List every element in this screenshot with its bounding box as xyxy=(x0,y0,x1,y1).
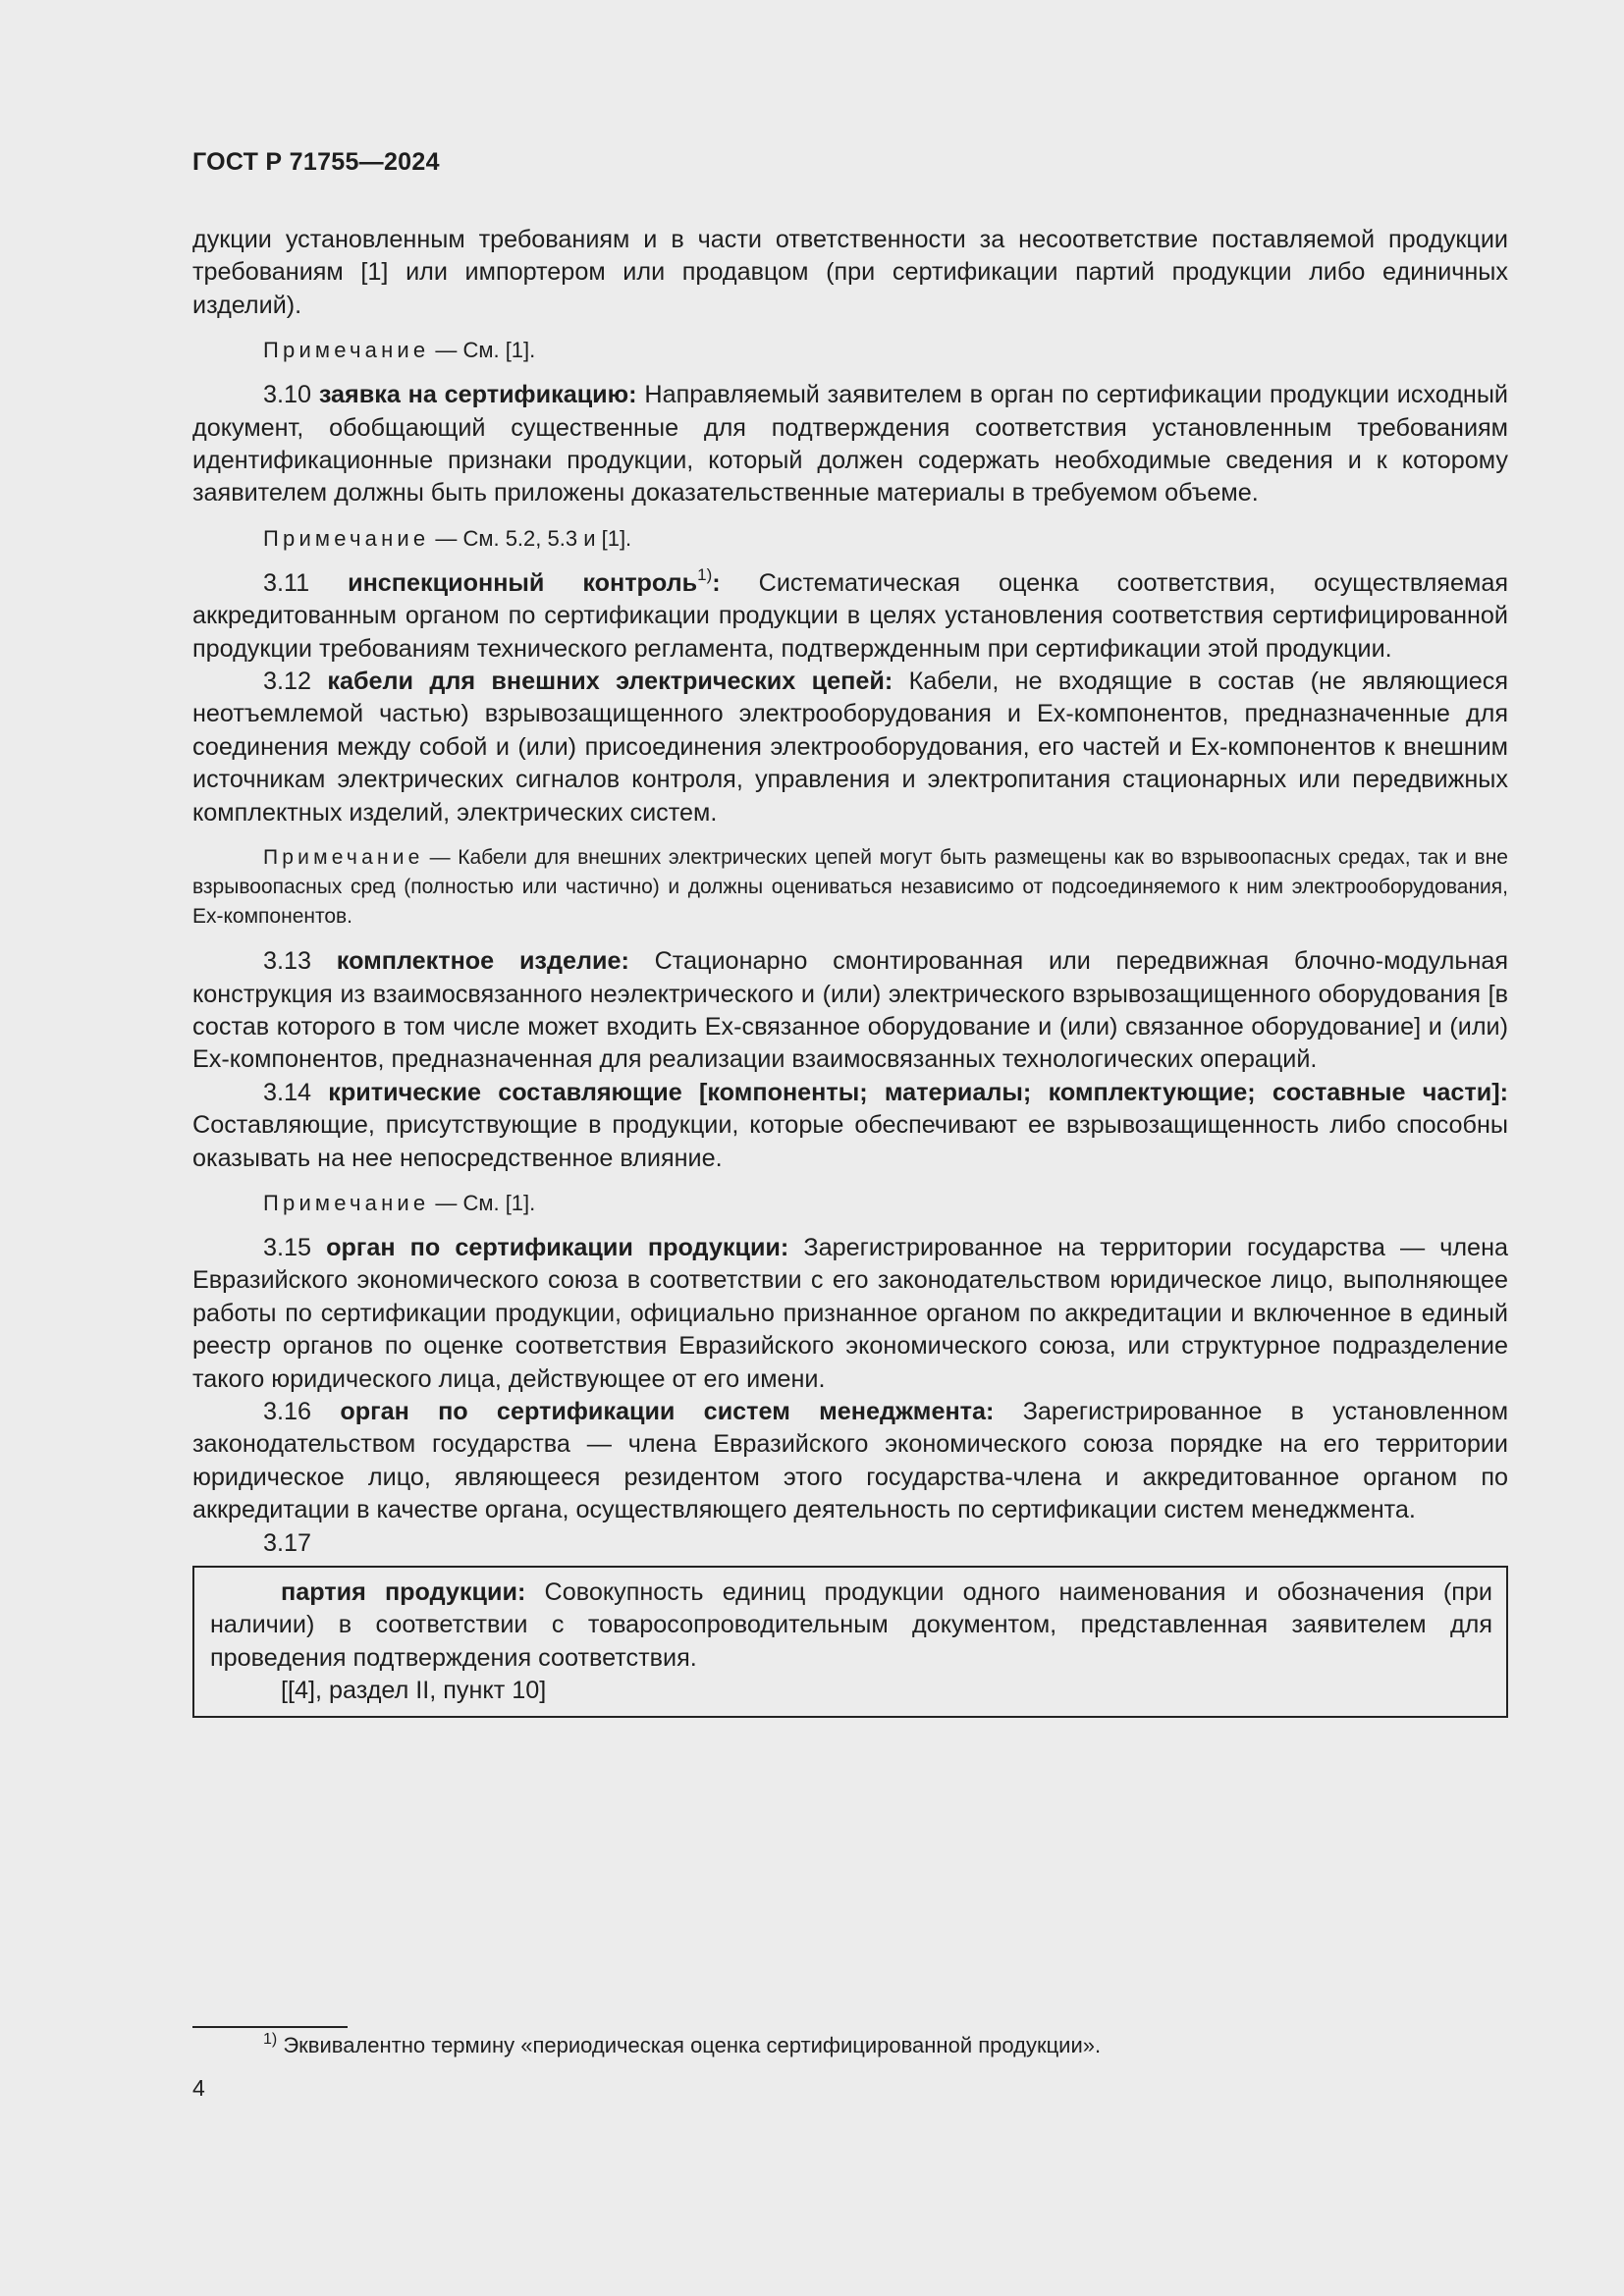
term-definition: Зарегистрированное на территории государства — члена Евразийского экономического союза в соответствии с его законодательством юридическое лицо, выполняющее работы по сертификации продукции, официально признанное органом по аккредитации и включенное в единый реестр органов по оценке соответствия Евразийского экономического союза, или структурное подразделение такого юридического лица, действующее от его имени. xyxy=(192,1233,1508,1393)
term-title: инспекционный контроль xyxy=(348,568,698,597)
note-label: Примечание xyxy=(263,846,424,870)
note-3-10 xyxy=(192,524,1508,554)
term-3-13 xyxy=(192,945,1508,1077)
term-3-11 xyxy=(192,564,1508,666)
note-3-12 xyxy=(192,843,1508,932)
term-definition: Кабели, не входящие в состав (не являющиеся неотъемлемой частью) взрывозащищенного электрооборудования и Ех-компонентов, предназначенные для соединения между собой и (или) присоединения электрооборудования, его частей и Ех-компонентов к внешним источникам электрических сигналов контроля, управления и электропитания стационарных или передвижных комплектных изделий, электрических систем. xyxy=(192,667,1509,827)
term-source: [[4], раздел II, пункт 10] xyxy=(281,1677,547,1705)
note-label: Примечание xyxy=(263,338,430,363)
term-definition: Систематическая оценка соответствия, осуществляемая аккредитованным органом по сертификации продукции в целях установления соответствия сертифицированной продукции требованиям технического регламента, подтвержденным при сертификации этой продукции. xyxy=(192,568,1508,663)
term-number: 3.12 xyxy=(263,667,312,696)
continued-paragraph: дукции установленным требованиям и в части ответственности за несоответствие поставляемой продукции требованиям [1] или импортером или продавцом (при сертификации партий продукции либо единичных изделий). xyxy=(192,226,1508,319)
term-3-16 xyxy=(192,1396,1508,1527)
term-number: 3.11 xyxy=(263,568,310,597)
term-3-10 xyxy=(192,379,1508,510)
term-number: 3.15 xyxy=(263,1233,312,1261)
note-label: Примечание xyxy=(263,1190,430,1215)
term-title: орган по сертификации систем менеджмента: xyxy=(340,1397,995,1425)
footnote-reference: 1) xyxy=(697,564,713,584)
document-id-header: ГОСТ Р 71755—2024 xyxy=(192,148,440,176)
note-text: — См. [1]. xyxy=(435,338,536,363)
term-definition: Зарегистрированное в установленном законодательством государства — члена Евразийского экономического союза порядке на его территории юридическое лицо, являющееся резидентом этого государства-члена и аккредитованное органом по аккредитации в качестве органа, осуществляющего деятельность по сертификации систем менеджмента. xyxy=(192,1397,1509,1524)
term-title: орган по сертификации продукции: xyxy=(326,1233,789,1261)
note-text: — Кабели для внешних электрических цепей могут быть размещены как во взрывоопасных средах, так и вне взрывоопасных сред (полностью или частично) и должны оцениваться независимо от подсоединяемого к ним электрооборудования, Ех-компонентов. xyxy=(192,846,1508,929)
footnote-marker: 1) xyxy=(263,2031,278,2048)
term-title: критические составляющие [компоненты; материалы; комплектующие; составные части]: xyxy=(328,1078,1508,1106)
term-definition: Направляемый заявителем в орган по сертификации продукции исходный документ, обобщающий существенные для подтверждения соответствия установленным требованиям идентификационные признаки продукции, который должен содержать необходимые сведения и к которому заявителем должны быть приложены доказательственные материалы в требуемом объеме. xyxy=(192,381,1509,507)
note-text: — См. [1]. xyxy=(435,1190,536,1215)
term-definition: Составляющие, присутствующие в продукции, которые обеспечивают ее взрывозащищенность либо способны оказывать на нее непосредственное влияние. xyxy=(192,1111,1508,1172)
term-title: кабели для внешних электрических цепей: xyxy=(327,667,893,696)
footnote-text: Эквивалентно термину «периодическая оценка сертифицированной продукции». xyxy=(283,2033,1102,2057)
term-3-17-number: 3.17 xyxy=(263,1528,312,1557)
term-definition: Стационарно смонтированная или передвижная блочно-модульная конструкция из взаимосвязанного неэлектрического и (или) электрического взрывозащищенного оборудования [в состав которого в том числе может входить Ех-связанное оборудование и (или) связанное оборудование] и (или) Ех-компонентов, предназначенная для реализации взаимосвязанных технологических операций. xyxy=(192,947,1509,1074)
term-title: комплектное изделие: xyxy=(336,947,629,976)
footnote xyxy=(263,2031,1101,2060)
note-3-14 xyxy=(192,1189,1508,1218)
page-number: 4 xyxy=(192,2075,205,2101)
term-3-15 xyxy=(192,1232,1508,1396)
term-3-17-box xyxy=(192,1566,1508,1718)
term-title: партия продукции: xyxy=(281,1578,526,1606)
note-label: Примечание xyxy=(263,525,430,551)
term-number: 3.13 xyxy=(263,947,312,976)
term-number: 3.10 xyxy=(263,381,312,409)
note-after-continued xyxy=(192,336,1508,365)
note-text: — См. 5.2, 5.3 и [1]. xyxy=(435,525,632,551)
term-title: заявка на сертификацию: xyxy=(318,381,637,409)
term-definition: Совокупность единиц продукции одного наименования и обозначения (при наличии) в соответствии с товаросопроводительным документом, представленная заявителем для проведения подтверждения соответствия. xyxy=(210,1578,1492,1672)
term-3-14 xyxy=(192,1077,1508,1175)
term-colon: : xyxy=(712,568,721,597)
term-3-17 xyxy=(210,1576,1492,1675)
term-number: 3.14 xyxy=(263,1078,312,1106)
document-body xyxy=(192,224,1508,1718)
footnote-separator xyxy=(192,2026,348,2028)
term-number: 3.16 xyxy=(263,1397,312,1425)
term-3-12 xyxy=(192,666,1508,829)
